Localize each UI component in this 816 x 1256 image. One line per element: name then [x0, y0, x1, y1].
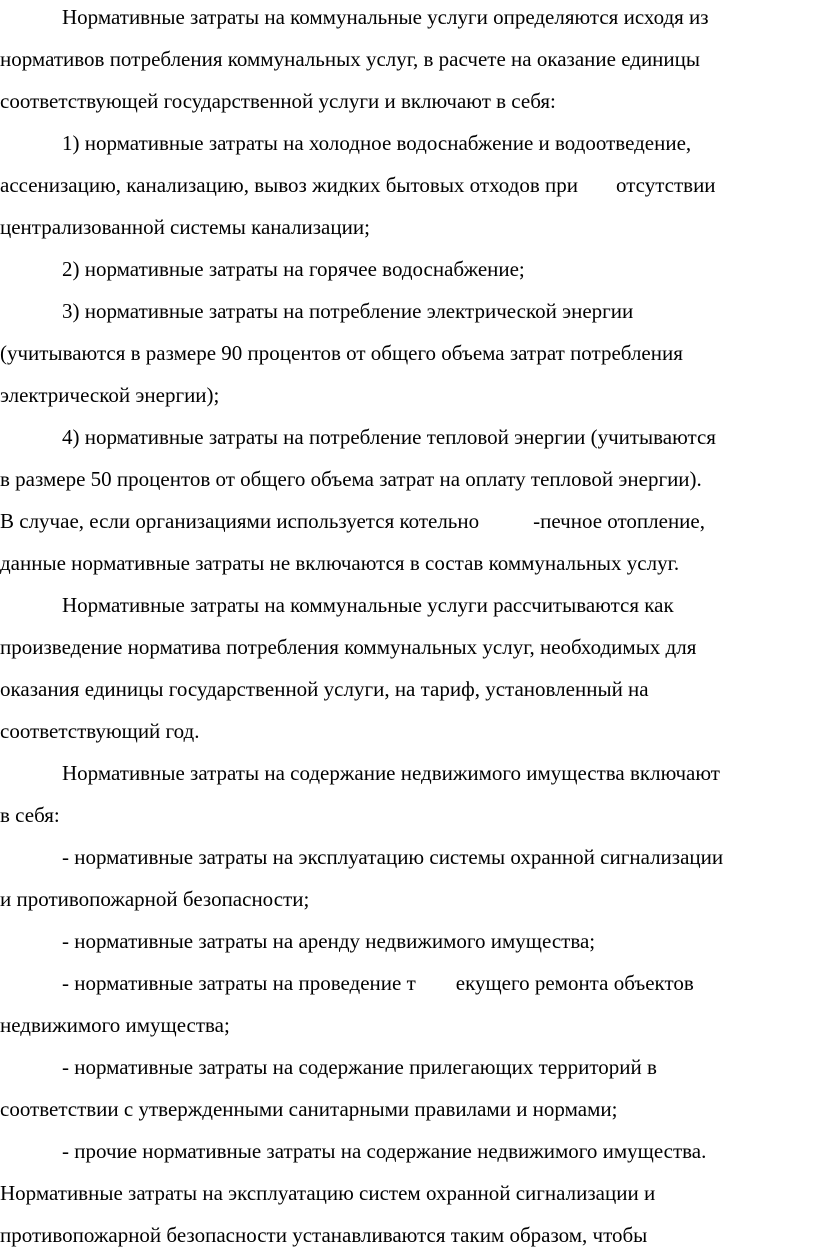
text-line: недвижимого имущества;: [0, 1013, 230, 1037]
text-line: противопожарной безопасности устанавливаются таким образом, чтобы: [0, 1223, 648, 1247]
text-line: - нормативные затраты на содержание прилегающих территорий в: [62, 1055, 657, 1079]
text-line: нормативов потребления коммунальных услуг, в расчете на оказание единицы: [0, 47, 701, 71]
text-line: соответствующей государственной услуги и включают в себя:: [0, 89, 556, 113]
text-line: В случае, если организациями используется котельно -печное отопление,: [0, 509, 705, 533]
text-line: оказания единицы государственной услуги, на тариф, установленный на: [0, 677, 649, 701]
text-line: - нормативные затраты на эксплуатацию системы охранной сигнализации: [62, 845, 724, 869]
text-line: - нормативные затраты на проведение т екущего ремонта объектов: [62, 971, 694, 995]
text-line: - прочие нормативные затраты на содержание недвижимого имущества.: [62, 1139, 707, 1163]
text-line: (учитываются в размере 90 процентов от общего объема затрат потребления: [0, 341, 683, 365]
text-line: Нормативные затраты на коммунальные услуги рассчитываются как: [62, 593, 674, 617]
text-line: данные нормативные затраты не включаются в состав коммунальных услуг.: [0, 551, 680, 575]
text-line: - нормативные затраты на аренду недвижимого имущества;: [62, 929, 596, 953]
text-line: 4) нормативные затраты на потребление тепловой энергии (учитываются: [62, 425, 716, 449]
text-line: и противопожарной безопасности;: [0, 887, 310, 911]
text-line: Нормативные затраты на коммунальные услуги определяются исходя из: [62, 5, 709, 29]
text-line: ассенизацию, канализацию, вывоз жидких бытовых отходов при отсутствии: [0, 173, 716, 197]
text-line: в размере 50 процентов от общего объема затрат на оплату тепловой энергии).: [0, 467, 702, 491]
text-line: произведение норматива потребления коммунальных услуг, необходимых для: [0, 635, 697, 659]
text-line: соответствии с утвержденными санитарными правилами и нормами;: [0, 1097, 618, 1121]
text-line: соответствующий год.: [0, 719, 200, 743]
text-line: 1) нормативные затраты на холодное водоснабжение и водоотведение,: [62, 131, 692, 155]
text-line: 3) нормативные затраты на потребление электрической энергии: [62, 299, 634, 323]
text-line: электрической энергии);: [0, 383, 220, 407]
text-line: 2) нормативные затраты на горячее водоснабжение;: [62, 257, 525, 281]
text-line: Нормативные затраты на содержание недвижимого имущества включают: [62, 761, 720, 785]
text-line: Нормативные затраты на эксплуатацию систем охранной сигнализации и: [0, 1181, 656, 1205]
text-line: централизованной системы канализации;: [0, 215, 370, 239]
text-line: в себя:: [0, 803, 60, 827]
